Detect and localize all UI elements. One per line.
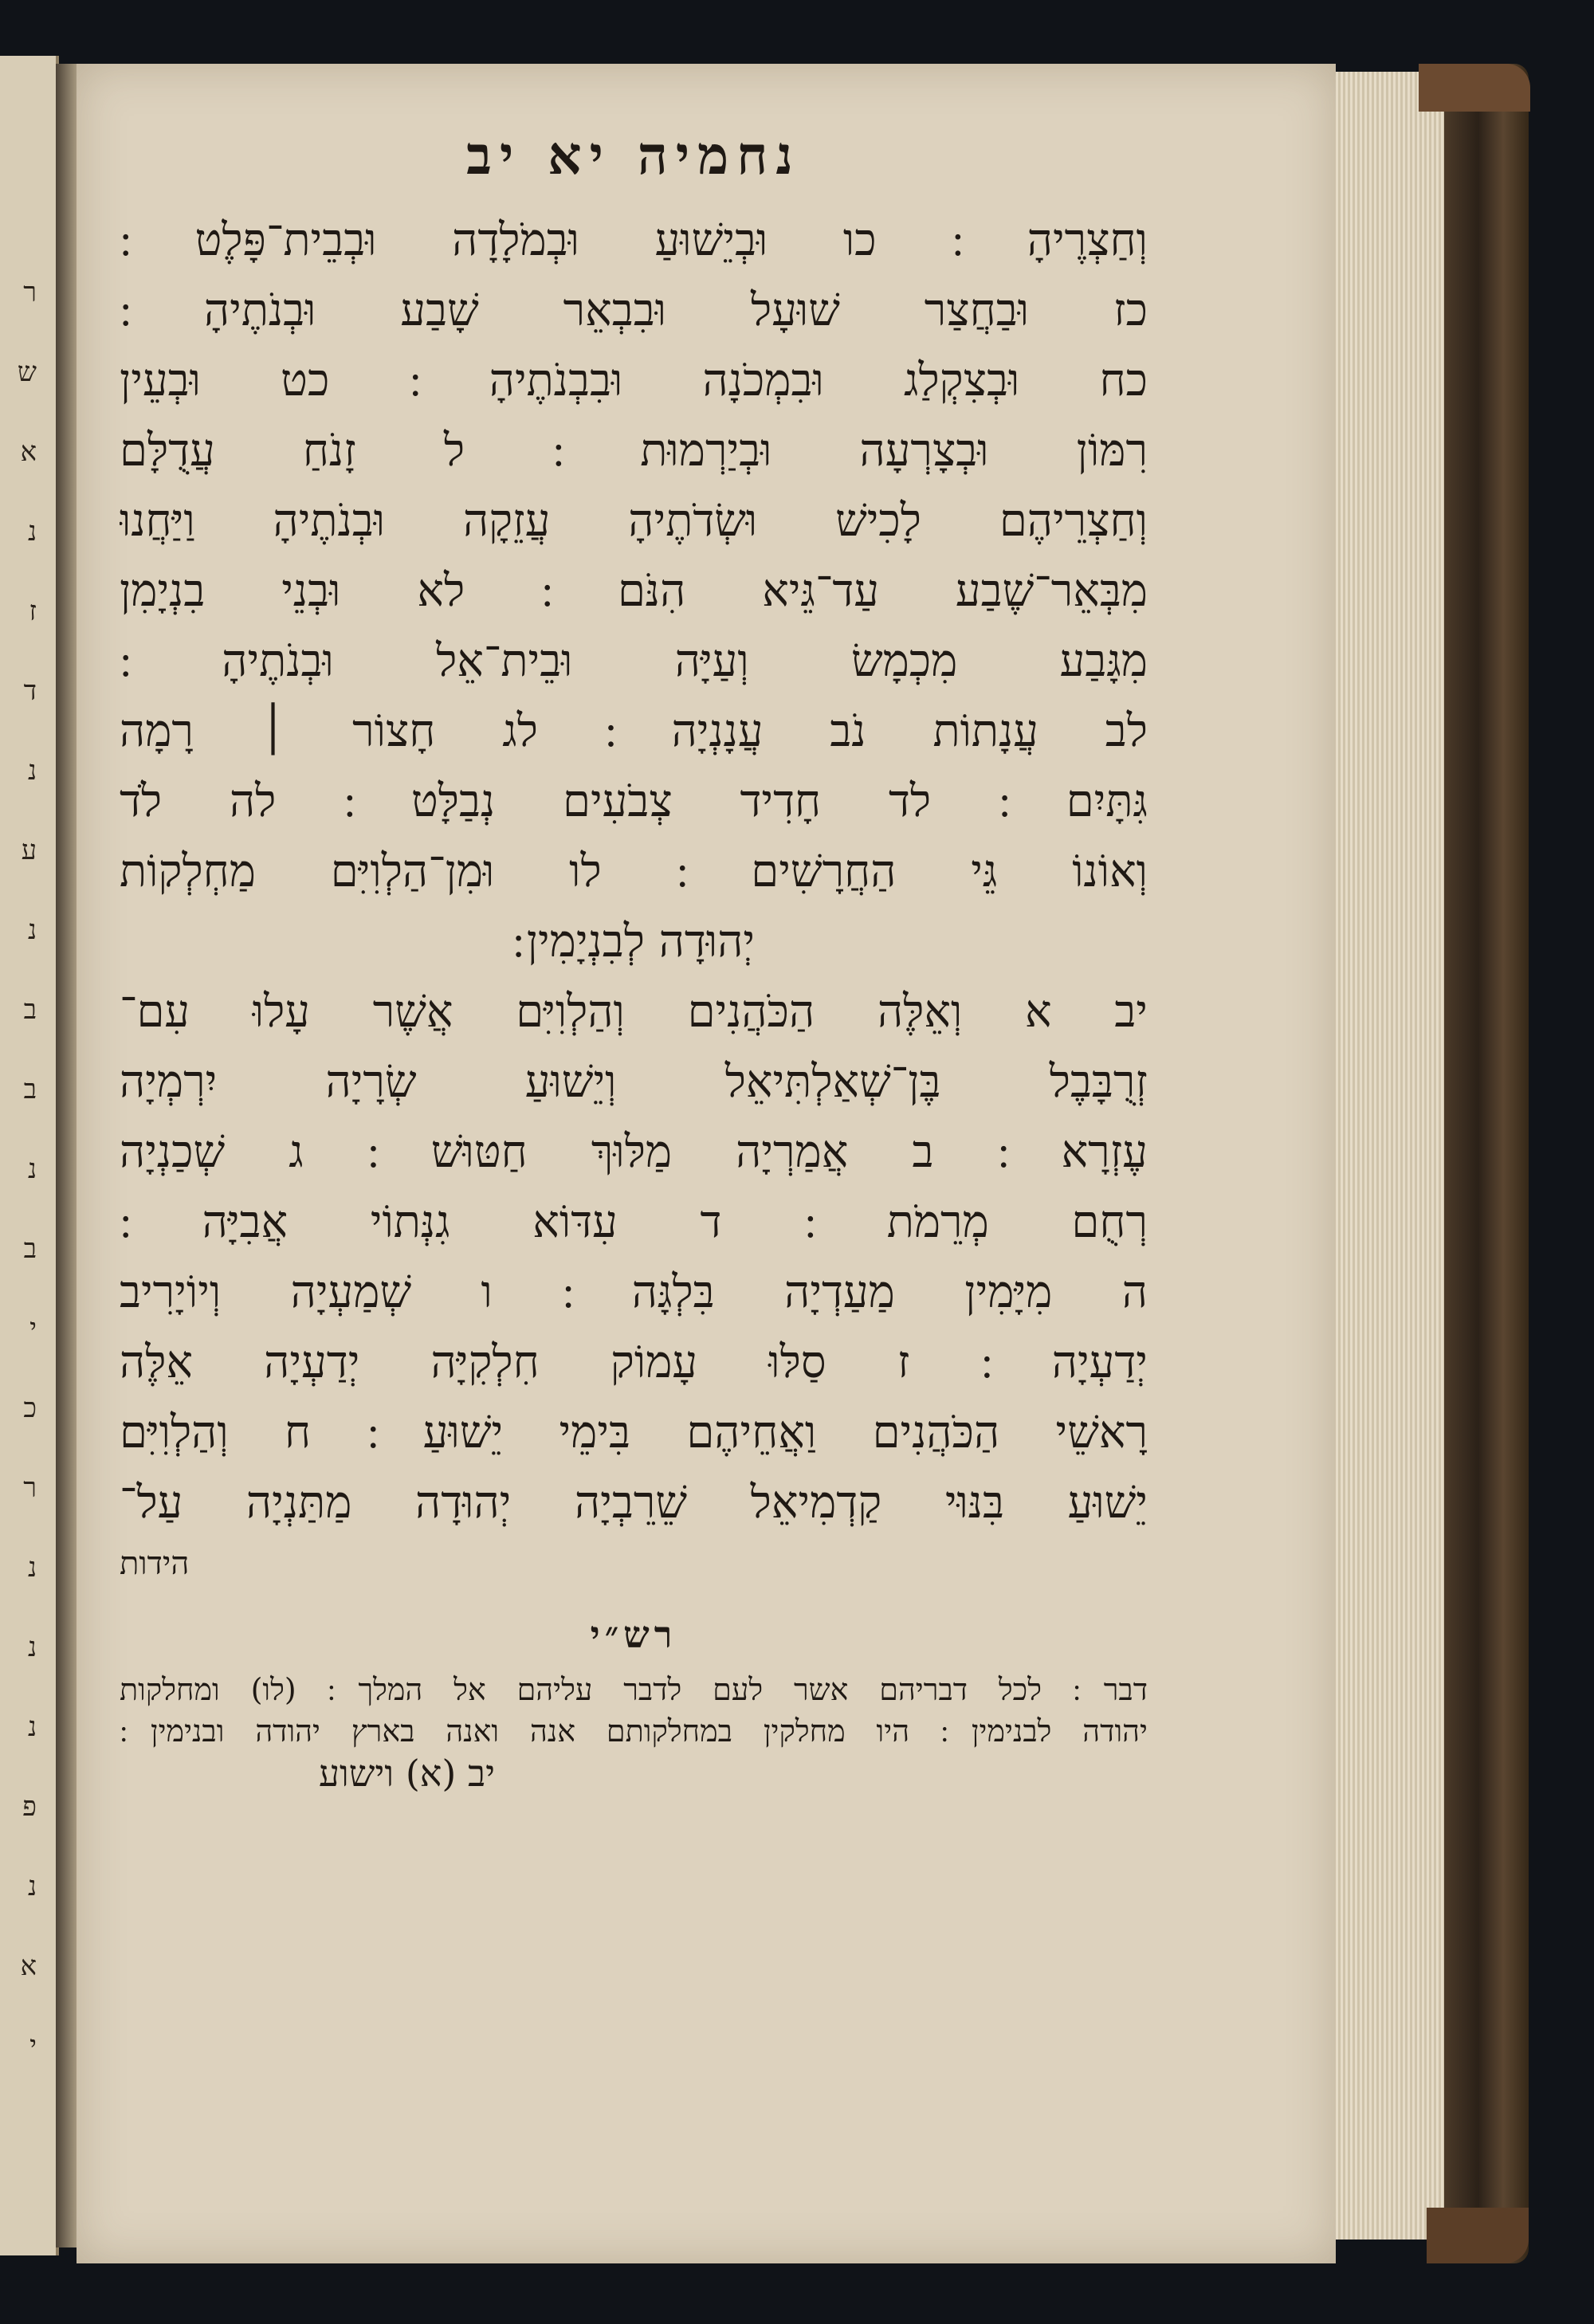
verse-line: ה מִיָּמִין מַעַדְיָה בִּלְגָּה ׃ ו שְׁמַעְיָה וְיוֹיָרִיב: [120, 1266, 1148, 1318]
binding-corner-bottom: [1427, 2208, 1529, 2263]
left-page-letter: א: [20, 436, 37, 468]
left-page-letter: ר: [23, 277, 37, 308]
verse-line: לב עֲנָתוֹת נֹב עֲנָנְיָה ׃ לג חָצוֹר ׀ רָמָה: [120, 705, 1148, 757]
left-page-letter: ר: [23, 1472, 37, 1504]
verse-line: יֵשׁוּעַ בִּנּוּי קַדְמִיאֵל שֵׁרֵבְיָה יְהוּדָה מַתַּנְיָה עַל־: [120, 1477, 1148, 1529]
left-page-letter: נ: [27, 1631, 37, 1663]
left-page-letter: ב: [23, 994, 37, 1026]
verse-line: יב א וְאֵלֶּה הַכֹּהֲנִים וְהַלְוִיִּם אֲשֶׁר עָלוּ עִם־: [120, 986, 1148, 1038]
verse-line: וְחַצְרֵיהֶם לָכִישׁ וּשְׂדֹתֶיהָ עֲזֵקָה וּבְנֹתֶיהָ וַיַּחֲנוּ: [120, 495, 1148, 547]
verse-line: גִּתָּיִם ׃ לד חָדִיד צְבֹעִים נְבַלָּט ׃ לה לֹד: [120, 775, 1148, 827]
left-page-letter: פ: [22, 1791, 37, 1823]
verse-line: עֶזְרָא ׃ ב אֲמַרְיָה מַלּוּךְ חַטּוּשׁ ׃ ג שְׁכַנְיָה: [120, 1126, 1148, 1178]
left-page-letter: ע: [21, 834, 37, 866]
verse-line: זְרֻבָּבֶל בֶּן־שְׁאַלְתִּיאֵל וְיֵשׁוּעַ שְׂרָיָה יִרְמְיָה: [120, 1056, 1148, 1108]
left-page-letter: כ: [23, 1392, 37, 1424]
page-block-edge: [1336, 72, 1450, 2240]
left-page-letter: י: [29, 1313, 37, 1345]
left-page-letter: ש: [17, 356, 37, 388]
commentary-line: דבר ׃ לכל דבריהם אשר לעם לדבר עליהם אל המלך ׃ (לו) ומחלקות: [120, 1672, 1148, 1707]
left-page-letter: נ: [27, 516, 37, 548]
verse-line: כז וּבַחֲצַר שׁוּעָל וּבִבְאֵר שָׁבַע וּבְנֹתֶיהָ ׃: [120, 285, 1148, 336]
commentary-title: רש״י: [590, 1613, 677, 1656]
left-page-letter: נ: [27, 1153, 37, 1185]
left-page-letter: י: [29, 2030, 37, 2062]
catchword: יב (א) וישוע: [319, 1752, 496, 1795]
verse-line: יְהוּדָה לְבִנְיָמִין ׃: [512, 916, 756, 968]
left-page-letter: נ: [27, 755, 37, 787]
commentary-text: [120, 1669, 1148, 1752]
verse-line: רִמּוֹן וּבְצָרְעָה וּבְיַרְמוּת ׃ ל זָנֹחַ עֲדֻלָּם: [120, 425, 1148, 477]
verse-line: וְחַצְרֶיהָ ׃ כו וּבְיֵשׁוּעַ וּבְמֹלָדָה וּבְבֵית־פָּלֶט ׃: [120, 214, 1148, 266]
verse-text: [120, 206, 1148, 1538]
left-page-letter: נ: [27, 1552, 37, 1584]
verse-line: יְדַעְיָה ׃ ז סַלּוּ עָמוֹק חִלְקִיָּה יְדַעְיָה אֵלֶּה: [120, 1337, 1148, 1388]
leather-binding: [1444, 64, 1529, 2263]
verse-line: רָאשֵׁי הַכֹּהֲנִים וַאֲחֵיהֶם בִּימֵי יֵשׁוּעַ ׃ ח וְהַלְוִיִּם: [120, 1407, 1148, 1458]
verse-line: מִגָּבַע מִכְמָשׂ וְעַיָּה וּבֵית־אֵל וּבְנֹתֶיהָ ׃: [120, 635, 1148, 687]
verse-line: רְחֻם מְרֵמֹת ׃ ד עִדּוֹא גִנְּתוֹי אֲבִיָּה ׃: [120, 1196, 1148, 1248]
running-head: נחמיה יא יב: [466, 124, 801, 186]
verse-line: וְאוֹנוֹ גֵּי הַחֲרָשִׁים ׃ לו וּמִן־הַלְוִיִּם מַחְלְקוֹת: [120, 846, 1148, 897]
page-text-block: [120, 120, 1148, 1800]
left-page-letter: ב: [23, 1233, 37, 1265]
note-word: הידות: [120, 1545, 190, 1582]
left-page-letter: א: [20, 1950, 37, 1982]
left-page-letter: ד: [23, 675, 37, 707]
commentary-line: יהודה לבנימין ׃ היו מחלקין במחלקותם אנה ואנה בארץ יהודה ובנימין ׃: [120, 1714, 1148, 1749]
left-page-edge: [0, 56, 59, 2255]
left-page-letter: נ: [27, 1711, 37, 1743]
left-page-letter: ז: [29, 595, 37, 627]
verse-line: כח וּבְצִקְלַג וּבִמְכֹנָה וּבִבְנֹתֶיהָ ׃ כט וּבְעֵין: [120, 355, 1148, 406]
left-page-letter: נ: [27, 1871, 37, 1902]
left-page-letter: ב: [23, 1074, 37, 1105]
verse-line: מִבְּאֵר־שֶׁבַע עַד־גֵּיא הִנֹּם ׃ לא וּבְנֵי בִנְיָמִן: [120, 565, 1148, 617]
binding-corner-top: [1419, 64, 1530, 112]
left-page-letter: נ: [27, 914, 37, 946]
